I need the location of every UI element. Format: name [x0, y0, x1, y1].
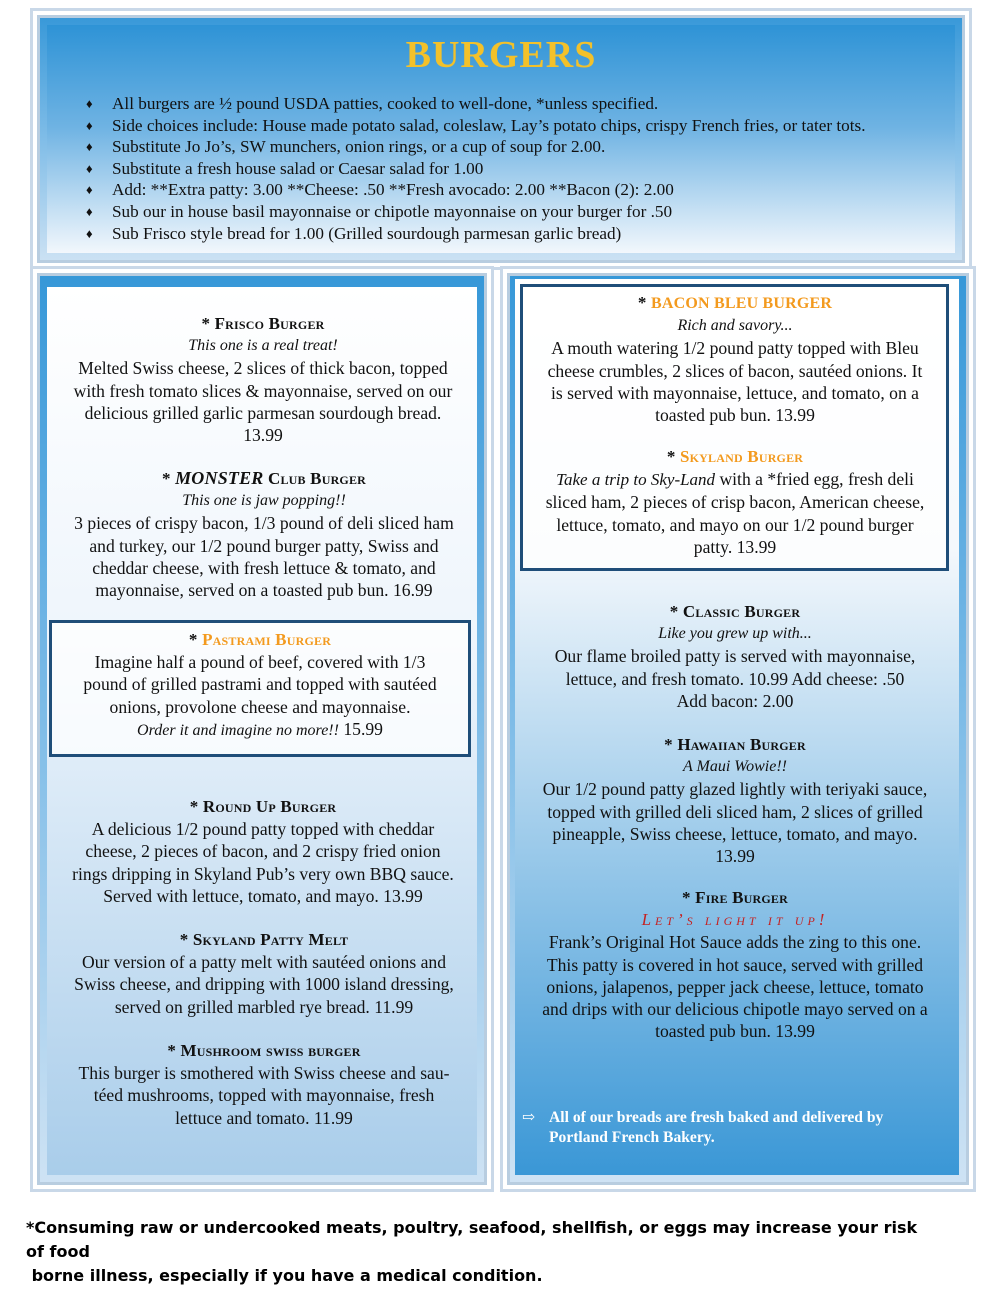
item-tagline: Let’s light it up! [641, 910, 829, 930]
item-name: * Frisco Burger [201, 314, 325, 333]
info-bullet: ♦ Add: **Extra patty: 3.00 **Cheese: .50 **Fresh avocado: 2.00 **Bacon (2): 2.00 [86, 180, 674, 200]
item-desc-line: onions, jalapenos, pepper jack cheese, lettuce, tomato [546, 976, 924, 997]
item-name: * Skyland Burger [666, 447, 804, 466]
menu-item-monster-club-burger [44, 467, 484, 601]
item-desc-line: Swiss cheese, and dripping with 1000 island dressing, [74, 974, 454, 995]
item-desc-line: A mouth watering 1/2 pound patty topped with Bleu [551, 338, 919, 359]
bakery-note-line: Portland French Bakery. [549, 1129, 715, 1146]
warning-line: borne illness, especially if you have a medical condition. [26, 1266, 543, 1285]
page-title: BURGERS [405, 34, 597, 76]
item-desc-line: with fresh tomato slices & mayonnaise, served on our [73, 380, 453, 401]
info-bullet: ♦ Side choices include: House made potato salad, coleslaw, Lay’s potato chips, crispy French fries, or tater tots. [86, 115, 866, 135]
item-name: * Classic Burger [669, 602, 801, 621]
item-tagline: This one is a real treat! [188, 337, 338, 355]
item-tagline: This one is jaw popping!! [182, 492, 346, 510]
item-tagline: A Maui Wowie!! [683, 758, 787, 776]
item-name: * Pastrami Burger [188, 630, 332, 649]
item-desc-line: Take a trip to Sky-Land with a *fried egg, fresh deli [556, 469, 914, 490]
info-bullet: ♦ Substitute Jo Jo’s, SW munchers, onion rings, or a cup of soup for 2.00. [86, 137, 606, 157]
item-price: 13.99 [243, 425, 283, 446]
menu-item-round-up-burger [48, 796, 478, 907]
diamond-bullet-icon: ♦ [86, 160, 93, 176]
diamond-bullet-icon: ♦ [86, 96, 93, 111]
item-name: * BACON BLEU BURGER [637, 293, 833, 312]
menu-item-mushroom-swiss-burger [44, 1040, 484, 1129]
item-desc-line: pineapple, Swiss cheese, lettuce, tomato, and mayo. [552, 823, 918, 844]
menu-item-skyland-patty-melt [44, 929, 484, 1018]
item-desc-line: This burger is smothered with Swiss cheese and sau- [78, 1063, 450, 1084]
arrow-right-icon: ⇨ [522, 1109, 536, 1126]
item-desc-line: mayonnaise, served on a toasted pub bun. 16.99 [95, 580, 433, 601]
item-desc-line: cheddar cheese, with fresh lettuce & tomato, and [92, 557, 436, 578]
item-name: * MONSTER Club Burger [161, 468, 367, 488]
item-desc-line: cheese, 2 pieces of bacon, and 2 crispy fried onion [85, 841, 441, 862]
info-bullet: ♦ Sub Frisco style bread for 1.00 (Grilled sourdough parmesan garlic bread) [86, 223, 622, 243]
menu-item-classic-burger [512, 601, 958, 712]
item-desc-line: cheese crumbles, 2 slices of bacon, sautéed onions. It [547, 360, 923, 381]
food-safety-warning [26, 1216, 926, 1288]
item-desc-line: sliced ham, 2 pieces of crisp bacon, American cheese, [545, 492, 925, 513]
diamond-bullet-icon: ♦ [86, 139, 93, 155]
item-name: * Fire Burger [682, 888, 788, 907]
item-desc-line: onions, provolone cheese and mayonnaise. [109, 696, 411, 717]
item-desc-line: Imagine half a pound of beef, covered with 1/3 [94, 652, 426, 673]
diamond-bullet-icon: ♦ [86, 225, 93, 241]
item-name: * Hawaiian Burger [664, 735, 806, 754]
item-tagline: Like you grew up with... [658, 625, 812, 643]
item-desc-line: Melted Swiss cheese, 2 slices of thick bacon, topped [78, 358, 448, 379]
item-desc-line: Served with lettuce, tomato, and mayo. 13.99 [103, 885, 423, 906]
menu-item-pastrami-burger [52, 629, 468, 742]
item-desc-line: and turkey, our 1/2 pound burger patty, Swiss and [89, 535, 439, 556]
bakery-note [522, 1108, 962, 1148]
item-desc-line: patty. 13.99 [693, 536, 777, 557]
item-desc-line: Our 1/2 pound patty glazed lightly with teriyaki sauce, [542, 779, 928, 800]
item-desc-line: Our flame broiled patty is served with mayonnaise, [554, 646, 916, 667]
item-desc-line: Our version of a patty melt with sautéed onions and [81, 952, 446, 973]
item-desc-line: This patty is covered in hot sauce, served with grilled [546, 954, 924, 975]
info-bullet: ♦ Sub our in house basil mayonnaise or chipotle mayonnaise on your burger for .50 [86, 201, 673, 221]
item-desc-line: toasted pub bun. 13.99 [655, 1021, 815, 1042]
item-desc-line: Add bacon: 2.00 [676, 690, 794, 711]
burger-info-list [81, 93, 866, 244]
info-bullet: ♦ All burgers are ½ pound USDA patties, cooked to well-done, *unless specified. [86, 94, 659, 113]
item-name: * Mushroom swiss burger [167, 1041, 361, 1060]
item-name: * Skyland Patty Melt [179, 930, 349, 949]
item-desc-line: lettuce and tomato. 11.99 [175, 1107, 353, 1128]
item-desc-line: served on grilled marbled rye bread. 11.99 [114, 996, 414, 1017]
menu-item-bacon-bleu-burger [524, 292, 946, 426]
item-desc-line: pound of grilled pastrami and topped with sautéed [83, 674, 437, 695]
diamond-bullet-icon: ♦ [86, 203, 93, 219]
item-desc-line: and drips with our delicious chipotle mayo served on a [542, 999, 928, 1020]
item-desc-line: téed mushrooms, topped with mayonnaise, fresh [93, 1085, 435, 1106]
item-desc-line: Order it and imagine no more!! 15.99 [137, 718, 383, 739]
item-desc-line: rings dripping in Skyland Pub’s very own BBQ sauce. [72, 863, 454, 884]
diamond-bullet-icon: ♦ [86, 117, 93, 133]
item-desc-line: lettuce, and fresh tomato. 10.99 Add cheese: .50 [565, 668, 905, 689]
menu-item-fire-burger [512, 887, 958, 1042]
diamond-bullet-icon: ♦ [86, 182, 93, 198]
warning-line: *Consuming raw or undercooked meats, poultry, seafood, shellfish, or eggs may increase your risk of food [26, 1218, 918, 1261]
menu-item-hawaiian-burger [512, 734, 958, 867]
header-panel [30, 8, 972, 270]
item-name: * Round Up Burger [189, 797, 337, 816]
item-desc-line: A delicious 1/2 pound patty topped with cheddar [91, 819, 435, 840]
bakery-note-line: All of our breads are fresh baked and delivered by [549, 1109, 884, 1126]
item-desc-line: 3 pieces of crispy bacon, 1/3 pound of deli sliced ham [74, 513, 454, 534]
item-desc-line: toasted pub bun. 13.99 [655, 405, 815, 426]
info-bullet: ♦ Substitute a fresh house salad or Caesar salad for 1.00 [86, 158, 484, 178]
item-desc-line: delicious grilled garlic parmesan sourdough bread. [84, 402, 442, 423]
menu-item-skyland-burger [524, 446, 946, 558]
item-desc-line: is served with mayonnaise, lettuce, and tomato, on a [551, 382, 919, 403]
item-tagline: Rich and savory... [677, 317, 793, 335]
item-desc-line: 13.99 [715, 846, 755, 867]
item-desc-line: topped with grilled deli sliced ham, 2 slices of grilled [547, 801, 923, 822]
item-desc-line: Frank’s Original Hot Sauce adds the zing to this one. [548, 932, 922, 953]
menu-item-frisco-burger [48, 313, 478, 446]
item-desc-line: lettuce, tomato, and mayo on our 1/2 pound burger [556, 514, 914, 535]
